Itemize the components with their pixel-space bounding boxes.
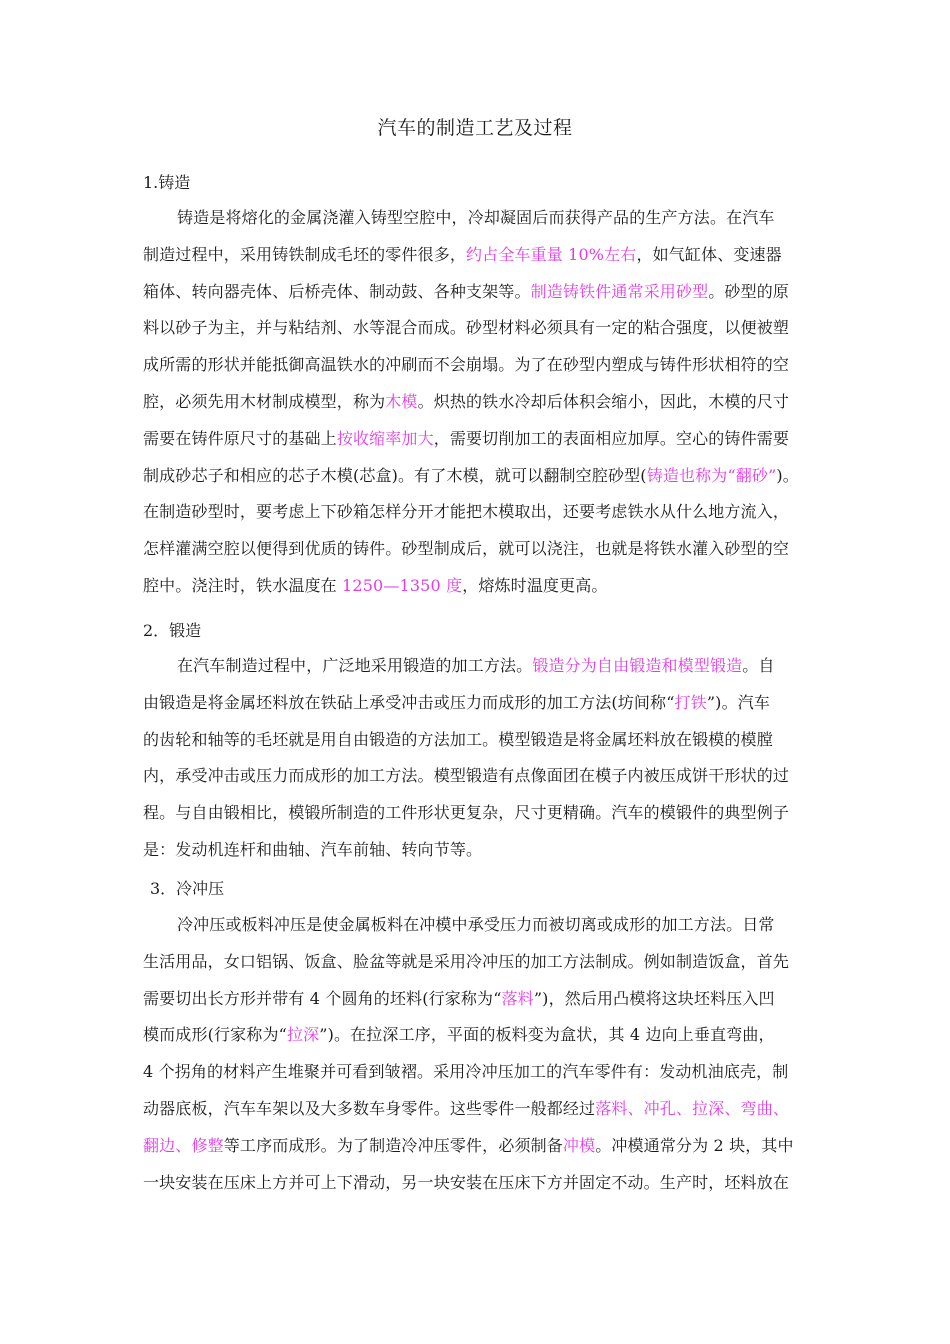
text-run: ，如气缸体、变速器 <box>636 244 782 264</box>
text-run: 需要切出长方形并带有 4 个圆角的坯料(行家称为“ <box>143 988 502 1008</box>
text-run: 模而成形(行家称为“ <box>143 1025 287 1045</box>
text-run: 一块安装在压床上方并可上下滑动，另一块安装在压床下方并固定不动。生产时，坯料放在 <box>143 1172 790 1192</box>
text-run: 动器底板，汽车车架以及大多数车身零件。这些零件一般都经过 <box>143 1099 596 1118</box>
text-run: 成所需的形状并能抵御高温铁水的冲刷而不会崩塌。为了在砂型内塑成与铸件形状相符的空 <box>143 355 790 375</box>
paragraph-line <box>143 352 809 375</box>
highlighted-text: 1250—1350 度 <box>342 576 463 595</box>
paragraph-line <box>143 949 809 972</box>
paragraph-line <box>143 499 809 522</box>
paragraph-line <box>143 426 809 449</box>
text-run: 。砂型的原 <box>708 281 790 301</box>
text-run: 制造过程中，采用铸铁制成毛坯的零件很多， <box>143 244 467 264</box>
text-run: 料以砂子为主，并与粘结剂、水等混合而成。砂型材料必须具有一定的粘合强度，以便被塑 <box>143 318 790 338</box>
text-run: 4 个拐角的材料产生堆聚并可看到皱褶。采用冷冲压加工的汽车零件有：发动机油底壳，制 <box>143 1062 789 1082</box>
text-run: 内，承受冲击或压力而成形的加工方法。模型锻造有点像面团在模子内被压成饼干形状的过 <box>143 766 790 786</box>
text-run: 需要在铸件原尺寸的基础上 <box>143 428 337 448</box>
text-run: 生活用品，女口铝锅、饭盒、脸盆等就是采用冷冲压的加工方法制成。例如制造饭盒，首先 <box>143 951 790 971</box>
paragraph-line <box>177 205 809 228</box>
paragraph-line <box>177 653 809 676</box>
paragraph-line <box>143 763 809 786</box>
highlighted-text: 翻边、修整 <box>143 1135 224 1155</box>
text-run: 腔，必须先用木材制成模型，称为 <box>143 392 386 411</box>
paragraph-line <box>143 242 809 265</box>
paragraph-line <box>143 800 809 823</box>
highlighted-text: 拉深 <box>286 1025 320 1045</box>
paragraph-line <box>143 690 809 713</box>
text-run: 在制造砂型时，要考虑上下砂箱怎样分开才能把木模取出，还要考虑铁水从什么地方流入， <box>143 502 790 522</box>
text-run: 。炽热的铁水冷却后体积会缩小，因此，木模的尺寸 <box>417 392 790 411</box>
text-run: 冷冲压或板料冲压是使金属板料在冲模中承受压力而被切离或成形的加工方法。日常 <box>177 915 775 934</box>
text-run: 铸造是将熔化的金属浇灌入铸型空腔中，冷却凝固后而获得产品的生产方法。在汽车 <box>177 208 775 227</box>
highlighted-text: 制造铸铁件通常采用砂型 <box>530 281 709 301</box>
paragraph-line <box>143 315 809 338</box>
text-run: 箱体、转向器壳体、后桥壳体、制动鼓、各种支架等。 <box>143 281 531 301</box>
text-run: ”)。汽车 <box>706 692 771 712</box>
paragraph-line <box>143 573 809 596</box>
paragraph-line <box>143 1022 809 1045</box>
paragraph-line <box>143 1170 809 1193</box>
paragraph-line <box>143 727 809 750</box>
highlighted-text: 约占全车重量 10%左右 <box>466 244 637 264</box>
paragraph-line <box>143 1059 809 1082</box>
text-run: 怎样灌满空腔以便得到优质的铸件。砂型制成后，就可以浇注，也就是将铁水灌入砂型的空 <box>143 539 790 559</box>
paragraph-line <box>143 1096 809 1119</box>
highlighted-text: 落料、冲孔、拉深、弯曲、 <box>595 1099 790 1118</box>
section-heading: 3．冷冲压 <box>150 879 225 898</box>
highlighted-text: 按收缩率加大 <box>336 428 434 448</box>
text-run: ，熔炼时温度更高。 <box>462 576 608 595</box>
text-run: 的齿轮和轴等的毛坯就是用自由锻造的方法加工。模型锻造是将金属坯料放在锻模的模膛 <box>143 729 773 749</box>
paragraph-line <box>177 912 809 935</box>
paragraph-line <box>143 463 809 486</box>
paragraph-line <box>143 837 809 860</box>
text-run: 由锻造是将金属坯料放在铁砧上承受冲击或压力而成形的加工方法(坊间称“ <box>143 692 675 712</box>
section-heading: 2．锻造 <box>143 621 202 640</box>
highlighted-text: 打铁 <box>674 692 707 712</box>
paragraph-line <box>143 389 809 412</box>
text-run: 。冲模通常分为 2 块，其中 <box>595 1135 794 1155</box>
highlighted-text: 冲模 <box>562 1135 596 1155</box>
highlighted-text: 锻造分为自由锻造和模型锻造 <box>532 656 743 675</box>
text-run: 程。与自由锻相比，模锻所制造的工件形状更复杂，尺寸更精确。汽车的模锻件的典型例子 <box>143 803 790 823</box>
paragraph-line <box>143 279 809 302</box>
text-run: ”)。在拉深工序，平面的板料变为盒状，其 4 边向上垂直弯曲， <box>319 1025 775 1045</box>
text-run: 腔中。浇注时，铁水温度在 <box>143 576 343 595</box>
text-run: 等工序而成形。为了制造冷冲压零件，必须制备 <box>223 1135 563 1155</box>
paragraph-line <box>143 1133 809 1156</box>
text-run: ”)，然后用凸模将这块坯料压入凹 <box>533 988 775 1008</box>
text-run: ，需要切削加工的表面相应加厚。空心的铸件需要 <box>433 428 790 448</box>
highlighted-text: 铸造也称为“翻砂” <box>646 465 777 485</box>
document-title: 汽车的制造工艺及过程 <box>377 117 573 139</box>
text-run: 制成砂芯子和相应的芯子木模(芯盒)。有了木模，就可以翻制空腔砂型( <box>143 465 647 485</box>
text-run: 。自 <box>742 656 775 675</box>
highlighted-text: 木模 <box>385 392 418 411</box>
paragraph-line <box>143 986 809 1009</box>
paragraph-line <box>143 536 809 559</box>
text-run: 是：发动机连杆和曲轴、汽车前轴、转向节等。 <box>143 840 483 859</box>
text-run: 在汽车制造过程中，广泛地采用锻造的加工方法。 <box>177 656 533 675</box>
highlighted-text: 落料 <box>501 988 534 1008</box>
text-run: )。 <box>776 465 799 485</box>
section-heading: 1.铸造 <box>143 173 191 192</box>
